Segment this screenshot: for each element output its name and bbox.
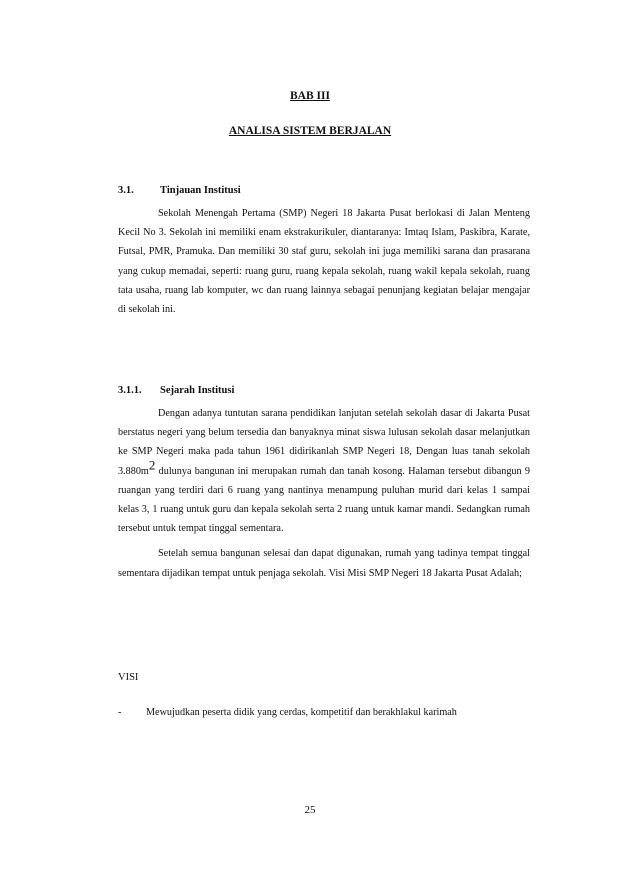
- chapter-title-text: ANALISA SISTEM BERJALAN: [228, 125, 392, 137]
- visi-label: VISI: [118, 672, 139, 683]
- list-item-text: Mewujudkan peserta didik yang cerdas, kompetitif dan berakhlakul karimah: [146, 707, 457, 718]
- chapter-text: BAB III: [290, 90, 330, 102]
- section-title: Tinjauan Institusi: [160, 185, 241, 196]
- visi-list-item: [118, 707, 538, 718]
- section-number: 3.1.1.: [118, 385, 142, 396]
- history-text-part-2: dulunya bangunan ini merupakan rumah dan tanah kosong. Halaman tersebut dibangun 9 ruangan yang terdiri dari 6 ruang yang nantinya menampung puluhan murid dari kelas 1 sampai kelas 3, 1 ruang untuk guru dan kepala sekolah serta 2 ruang untuk kamar mandi. Sedangkan rumah tersebut untuk tempat tinggal sementara.: [118, 465, 530, 535]
- chapter-title: [0, 125, 620, 137]
- paragraph-text: Sekolah Menengah Pertama (SMP) Negeri 18 Jakarta Pusat berlokasi di Jalan Menteng Kecil No 3. Sekolah ini memiliki enam ekstrakurikuler, diantaranya: Imtaq Islam, Paskibra, Karate, Futsal, PMR, Pramuka. Dan memiliki 30 staf guru, sekolah ini juga memiliki sarana dan prasarana yang cukup memadai, seperti: ruang guru, ruang kepala sekolah, ruang wakil kepala sekolah, ruang tata usaha, ruang lab komputer, wc dan ruang lainnya sebagai penunjang kegiatan belajar mengajar di sekolah ini.: [118, 208, 530, 316]
- history-paragraph-2: Setelah semua bangunan selesai dan dapat digunakan, rumah yang tadinya tempat tinggal sementara dijadikan tempat untuk penjaga sekolah. Visi Misi SMP Negeri 18 Jakarta Pusat Adalah;: [118, 548, 530, 579]
- section-3-1-1-paragraphs: [118, 404, 530, 583]
- section-title: Sejarah Institusi: [160, 385, 235, 396]
- section-3-1-paragraph: [118, 204, 530, 319]
- section-heading-3-1-1: [118, 385, 234, 396]
- history-text-part-1: Dengan adanya tuntutan sarana pendidikan lanjutan setelah sekolah dasar di Jakarta Pusat berstatus negeri yang belum tersedia dan banyaknya minat siswa lulusan sekolah dasar melanjutkan ke SMP Negeri maka pada tahun 1961 didirikanlah SMP Negeri 18, Dengan luas tanah sekolah 3.880m: [118, 408, 530, 477]
- page-number: 25: [304, 804, 316, 816]
- section-number: 3.1.: [118, 185, 134, 196]
- history-paragraph-1: [118, 404, 530, 538]
- chapter-label: [0, 90, 620, 102]
- list-dash: -: [118, 707, 122, 718]
- superscript-2: 2: [148, 457, 156, 473]
- section-heading-3-1: [118, 185, 241, 196]
